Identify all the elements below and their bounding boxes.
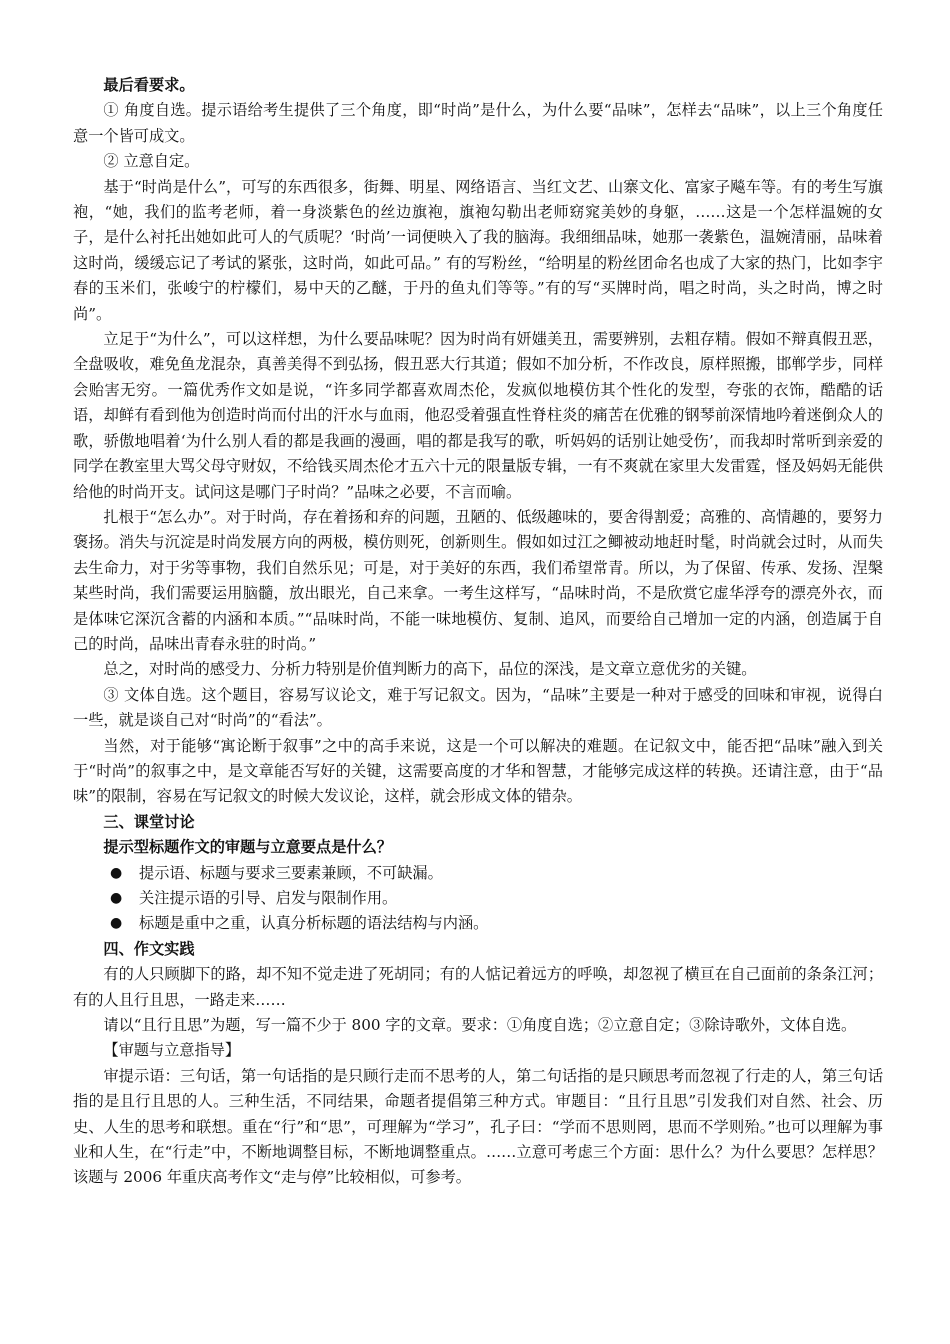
bullet-icon: ● — [110, 890, 123, 906]
bullet-item — [73, 861, 883, 886]
bullet-text: 标题是重中之重，认真分析标题的语法结构与内涵。 — [139, 914, 489, 933]
bullet-text: 关注提示语的引导、启发与限制作用。 — [139, 889, 398, 907]
bullet-item — [73, 886, 883, 911]
requirement-angle: ① 角度自选。提示语给考生提供了三个角度，即“时尚”是什么，为什么要“品味”，怎样去“品味”，以上三个角度任意一个皆可成文。 — [73, 101, 883, 145]
paragraph-why: 立足于“为什么”，可以这样想，为什么要品味呢？因为时尚有妍媸美丑，需要辨别，去粗存精。假如不辩真假丑恶，全盘吸收，难免鱼龙混杂，真善美得不到弘扬，假丑恶大行其道；假如不加分析，不作改良，原样照搬，邯郸学步，同样会贻害无穷。一篇优秀作文如是说，“许多同学都喜欢周杰伦，发疯似地模仿其个性化的发型，夸张的衣饰，酷酷的话语，却鲜有看到他为创造时尚而付出的汗水与血雨，他忍受着强直性脊柱炎的痛苦在优雅的钢琴前深情地吟着迷倒众人的歌，骄傲地唱着‘为什么别人看的都是我画的漫画，唱的都是我写的歌，听妈妈的话别让她受伤’，而我却时常听到亲爱的同学在教室里大骂父母守财奴，不给钱买周杰伦才五六十元的限量版专辑，一有不爽就在家里大发雷霆，怪及妈妈无能供给他的时尚开支。试问这是哪门子时尚？”品味之必要，不言而喻。 — [73, 330, 883, 501]
bullet-icon: ● — [110, 915, 123, 932]
bullet-icon: ● — [110, 864, 123, 881]
requirement-genre: ③ 文体自选。这个题目，容易写议论文，难于写记叙文。因为，“品味”主要是一种对于感受的回味和审视，说得白一些，就是谈自己对“时尚”的“看法”。 — [73, 685, 883, 730]
section-discussion-heading: 三、课堂讨论 — [103, 812, 195, 831]
task-text: 请以“且行且思”为题，写一篇不少于 800 字的文章。要求：①角度自选；②立意自定；③除诗歌外，文体自选。 — [103, 1016, 857, 1035]
paragraph-how: 扎根于“怎么办”。对于时尚，存在着扬和弃的问题，丑陋的、低级趣味的，要舍得割爱；高雅的、高情趣的，要努力褒扬。消失与沉淀是时尚发展方向的两极，模仿则死，创新则生。假如如过江之鲫被动地赶时髦，时尚就会过时，从而失去生命力，对于劣等事物，我们自然乐见；可是，对于美好的东西，我们希望常青。所以，为了保留、传承、发扬、涅槃某些时尚，我们需要运用脑髓，放出眼光，自己来拿。一考生这样写，“品味时尚，不是欣赏它虚华浮夸的漂亮外衣，而是体味它深沉含蓄的内涵和本质。”“品味时尚，不能一味地模仿、复制、追风，而要给自己增加一定的内涵，创造属于自己的时尚，品味出青春永驻的时尚。” — [73, 507, 883, 653]
section-practice-heading: 四、作文实践 — [103, 939, 195, 958]
paragraph-what: 基于“时尚是什么”，可写的东西很多，街舞、明星、网络语言、当红文艺、山寨文化、富家子飚车等。有的考生写旗袍，“她，我们的监考老师，着一身淡紫色的丝边旗袍，旗袍勾勒出老师窈窕美妙的身躯，……这是一个怎样温婉的女子，是什么衬托出她如此可人的气质呢？‘时尚’一词便映入了我的脑海。我细细品味，她那一袭紫色，温婉清丽，品味着这时尚，缓缓忘记了考试的紧张，这时尚，如此可品。” 有的写粉丝，“给明星的粉丝团命名也成了大家的热门，比如李宇春的玉米们，张峻宁的柠檬们，易中天的乙醚，于丹的鱼丸们等等。”有的写“买牌时尚，唱之时尚，头之时尚，博之时尚”。 — [73, 177, 883, 323]
bullet-text: 提示语、标题与要求三要素兼顾，不可缺漏。 — [139, 863, 443, 882]
paragraph-narrative: 当然，对于能够“寓论断于叙事”之中的高手来说，这是一个可以解决的难题。在记叙文中，能否把“品味”融入到关于“时尚”的叙事之中，是文章能否写好的关键，这需要高度的才华和智慧，才能够完成这样的转换。还请注意，由于“品味”的限制，容易在写记叙文的时候大发议论，这样，就会形成文体的错杂。 — [73, 736, 883, 806]
section-requirements-heading: 最后看要求。 — [103, 76, 195, 94]
paragraph-summary: 总之，对时尚的感受力、分析力特别是价值判断力的高下，品位的深浅，是文章立意优劣的关键。 — [103, 660, 757, 679]
bullet-item — [73, 911, 883, 936]
guide-text: 审提示语：三句话，第一句话指的是只顾行走而不思考的人，第二句话指的是只顾思考而忽视了行走的人，第三句话指的是且行且思的人。三种生活，不同结果，命题者提倡第三种方式。审题目：“且行且思”引发我们对自然、社会、历史、人生的思考和联想。重在“行”和“思”，可理解为“学习”，孔子曰：“学而不思则罔，思而不学则殆。”也可以理解为事业和人生，在“行走”中，不断地调整目标，不断地调整重点。……立意可考虑三个方面：思什么？为什么要思？怎样思？该题与 2006 年重庆高考作文“走与停”比较相似，可参考。 — [73, 1066, 883, 1187]
prompt-text: 有的人只顾脚下的路，却不知不觉走进了死胡同；有的人惦记着远方的呼唤，却忽视了横亘在自己面前的条条江河；有的人且行且思，一路走来…… — [73, 965, 883, 1009]
guide-heading: 【审题与立意指导】 — [103, 1041, 241, 1060]
discussion-question: 提示型标题作文的审题与立意要点是什么？ — [103, 838, 392, 857]
document-body — [73, 73, 883, 1191]
requirement-theme: ② 立意自定。 — [103, 152, 200, 171]
